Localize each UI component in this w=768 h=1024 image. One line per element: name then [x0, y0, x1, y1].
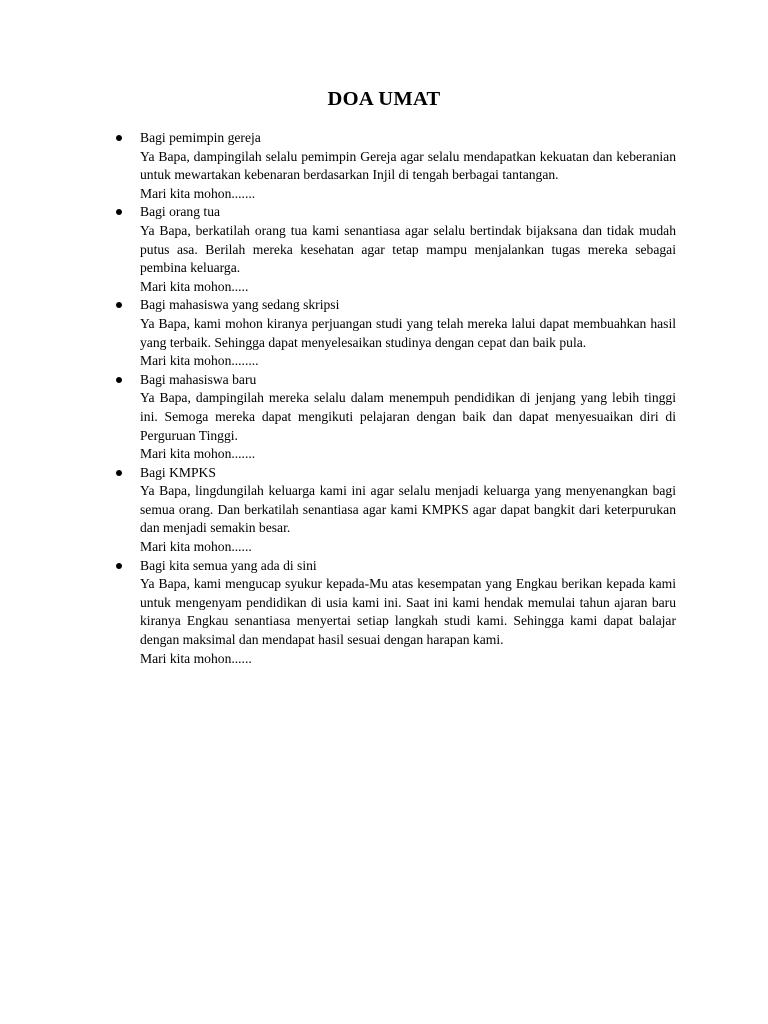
bullet-icon — [116, 302, 122, 308]
list-item — [114, 464, 676, 557]
list-item — [114, 203, 676, 296]
item-closing: Mari kita mohon....... — [140, 185, 256, 201]
item-body: Ya Bapa, dampingilah mereka selalu dalam menempuh pendidikan di jenjang yang lebih tinggi ini. Semoga mereka dapat mengikuti pelajaran dengan baik dan dapat menyesuaikan diri di Perguruan Tinggi. — [140, 390, 676, 443]
item-body: Ya Bapa, lingdungilah keluarga kami ini agar selalu menjadi keluarga yang menyenangkan bagi semua orang. Dan berkatilah senantiasa agar kami KMPKS agar dapat bangkit dari keterpurukan dan menjadi semakin besar. — [140, 483, 676, 536]
item-closing: Mari kita mohon....... — [140, 446, 256, 462]
item-closing: Mari kita mohon...... — [140, 539, 252, 555]
bullet-icon — [116, 470, 122, 476]
list-item — [114, 557, 676, 669]
item-heading: Bagi mahasiswa yang sedang skripsi — [140, 297, 340, 313]
item-body: Ya Bapa, kami mengucap syukur kepada-Mu atas kesempatan yang Engkau berikan kepada kami untuk mengenyam pendidikan di usia kami ini. Saat ini kami hendak memulai tahun ajaran baru kiranya Engkau senantiasa menyertai setiap langkah studi kami. Sehingga kami dapat balajar dengan maksimal dan mendapat hasil sesuai dengan harapan kami. — [140, 576, 676, 648]
item-closing: Mari kita mohon........ — [140, 353, 259, 369]
item-heading: Bagi KMPKS — [140, 464, 216, 480]
page-title: DOA UMAT — [327, 88, 441, 110]
bullet-icon — [116, 135, 122, 141]
bullet-icon — [116, 209, 122, 215]
bullet-icon — [116, 377, 122, 383]
item-body: Ya Bapa, kami mohon kiranya perjuangan studi yang telah mereka lalui dapat membuahkan hasil yang terbaik. Sehingga dapat menyelesaikan studinya dengan cepat dan baik pula. — [140, 315, 676, 350]
bullet-icon — [116, 563, 122, 569]
prayer-list — [114, 129, 676, 668]
item-body: Ya Bapa, berkatilah orang tua kami senantiasa agar selalu bertindak bijaksana dan tidak mudah putus asa. Berilah mereka kesehatan agar tetap mampu menjalankan tugas mereka sebagai pembina keluarga. — [140, 222, 676, 276]
item-body: Ya Bapa, dampingilah selalu pemimpin Gereja agar selalu mendapatkan kekuatan dan keberanian untuk mewartakan kebenaran berdasarkan Injil di tengah berbagai tantangan. — [140, 148, 676, 183]
list-item — [114, 296, 676, 370]
item-heading: Bagi orang tua — [140, 204, 221, 220]
item-heading: Bagi pemimpin gereja — [140, 130, 261, 145]
list-item — [114, 371, 676, 464]
item-heading: Bagi mahasiswa baru — [140, 371, 257, 387]
item-heading: Bagi kita semua yang ada di sini — [140, 557, 317, 573]
list-item — [114, 129, 676, 203]
item-closing: Mari kita mohon..... — [140, 278, 249, 294]
item-closing: Mari kita mohon...... — [140, 650, 252, 666]
